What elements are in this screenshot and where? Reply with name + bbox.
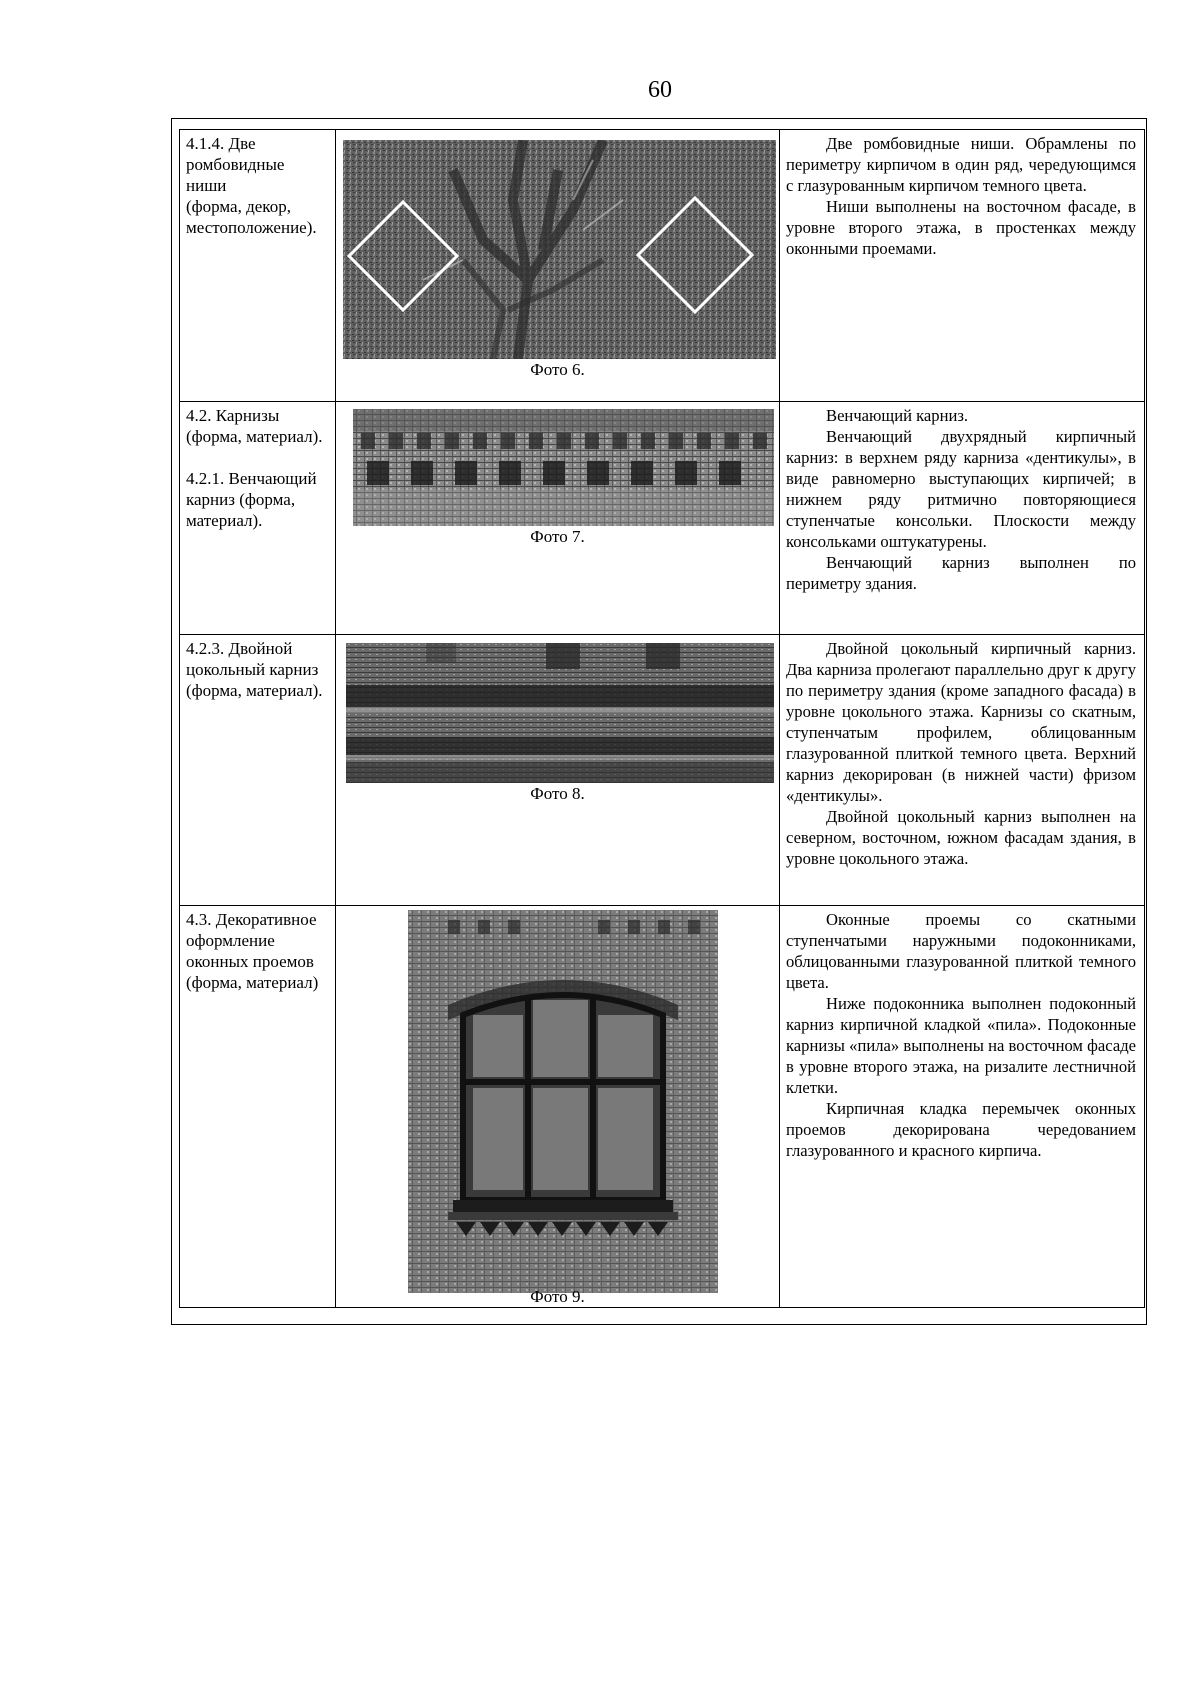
row-title-line: (форма, материал).: [186, 681, 323, 700]
photo-caption: Фото 8.: [530, 784, 585, 803]
row-title-line: 4.3. Декоративное: [186, 910, 317, 929]
photo-caption: Фото 7.: [530, 527, 585, 546]
table-row: [180, 635, 1145, 906]
photo-8-image: [346, 643, 774, 783]
photo-plinth-cornice: [346, 643, 774, 783]
row-title-line: оформление: [186, 931, 275, 950]
description-cell: [780, 402, 1145, 635]
photo-window-decoration: [408, 910, 718, 1293]
row-title-line: местоположение).: [186, 218, 317, 237]
specification-table: [179, 129, 1145, 1308]
row-title-line: 4.2. Карнизы: [186, 406, 280, 425]
table-row: [180, 402, 1145, 635]
row-title-line: (форма, материал).: [186, 427, 323, 446]
description-cell: [780, 906, 1145, 1308]
description-cell: [780, 130, 1145, 402]
description-paragraph: Ниже подоконника выполнен подоконный карниз кирпичной кладкой «пила». Подоконные карнизы «пила» выполнены на восточном фасаде в уровне второго этажа, на ризалите лестничной клетки.: [786, 994, 1136, 1097]
photo-6-image: [343, 140, 776, 359]
row-title-line: материал).: [186, 511, 263, 530]
photo-cell: [336, 635, 780, 906]
table-row: [180, 906, 1145, 1308]
row-title-line: карниз (форма,: [186, 490, 296, 509]
description-cell: [780, 635, 1145, 906]
row-title-line: 4.2.1. Венчающий: [186, 469, 317, 488]
description-paragraph: Две ромбовидные ниши. Обрамлены по периметру кирпичом в один ряд, чередующимся с глазурованным кирпичом темного цвета.: [786, 134, 1136, 195]
photo-crowning-cornice: [353, 409, 774, 526]
row-title-line: 4.2.3. Двойной: [186, 639, 293, 658]
photo-cell: [336, 130, 780, 402]
photo-9-image: [408, 910, 718, 1293]
description-paragraph: Ниши выполнены на восточном фасаде, в уровне второго этажа, в простенках между оконными проемами.: [786, 197, 1136, 258]
row-title-cell: [180, 402, 336, 635]
photo-rhombic-niches: [343, 140, 776, 359]
row-title-line: (форма, материал): [186, 973, 319, 992]
photo-caption: Фото 9.: [530, 1287, 585, 1306]
photo-caption: Фото 6.: [530, 360, 585, 379]
row-title-cell: [180, 130, 336, 402]
row-title-line: ромбовидные: [186, 155, 285, 174]
description-paragraph: Двойной цокольный карниз выполнен на северном, восточном, южном фасадам здания, в уровне цокольного этажа.: [786, 807, 1136, 868]
row-title-line: цокольный карниз: [186, 660, 319, 679]
description-paragraph: Кирпичная кладка перемычек оконных проемов декорирована чередованием глазурованного и красного кирпича.: [786, 1099, 1136, 1160]
description-paragraph: Венчающий карниз выполнен по периметру здания.: [786, 553, 1136, 593]
row-title-line: 4.1.4. Две: [186, 134, 256, 153]
description-paragraph: Оконные проемы со скатными ступенчатыми наружными подоконниками, облицованными глазурованной плиткой темного цвета.: [786, 910, 1136, 992]
row-title-cell: [180, 906, 336, 1308]
photo-cell: [336, 906, 780, 1308]
page-number: 60: [648, 77, 672, 103]
photo-7-image: [353, 409, 774, 526]
row-title-line: ниши: [186, 176, 227, 195]
table-row: [180, 130, 1145, 402]
row-title-line: оконных проемов: [186, 952, 314, 971]
description-paragraph: Венчающий двухрядный кирпичный карниз: в верхнем ряду карниза «дентикулы», в виде равномерно выступающих кирпичей; в нижнем ряду ритмично повторяющиеся ступенчатые консольки. Плоскости между консольками оштукатурены.: [786, 427, 1136, 551]
row-title-cell: [180, 635, 336, 906]
description-paragraph: Венчающий карниз.: [826, 406, 969, 425]
description-paragraph: Двойной цокольный кирпичный карниз. Два карниза пролегают параллельно друг к другу по периметру здания (кроме западного фасада) в уровне цокольного этажа. Карнизы со скатным, ступенчатым профилем, облицованным глазурованной плиткой темного цвета. Верхний карниз декорирован (в нижней части) фризом «дентикулы».: [786, 639, 1136, 805]
photo-cell: [336, 402, 780, 635]
row-title-line: (форма, декор,: [186, 197, 291, 216]
